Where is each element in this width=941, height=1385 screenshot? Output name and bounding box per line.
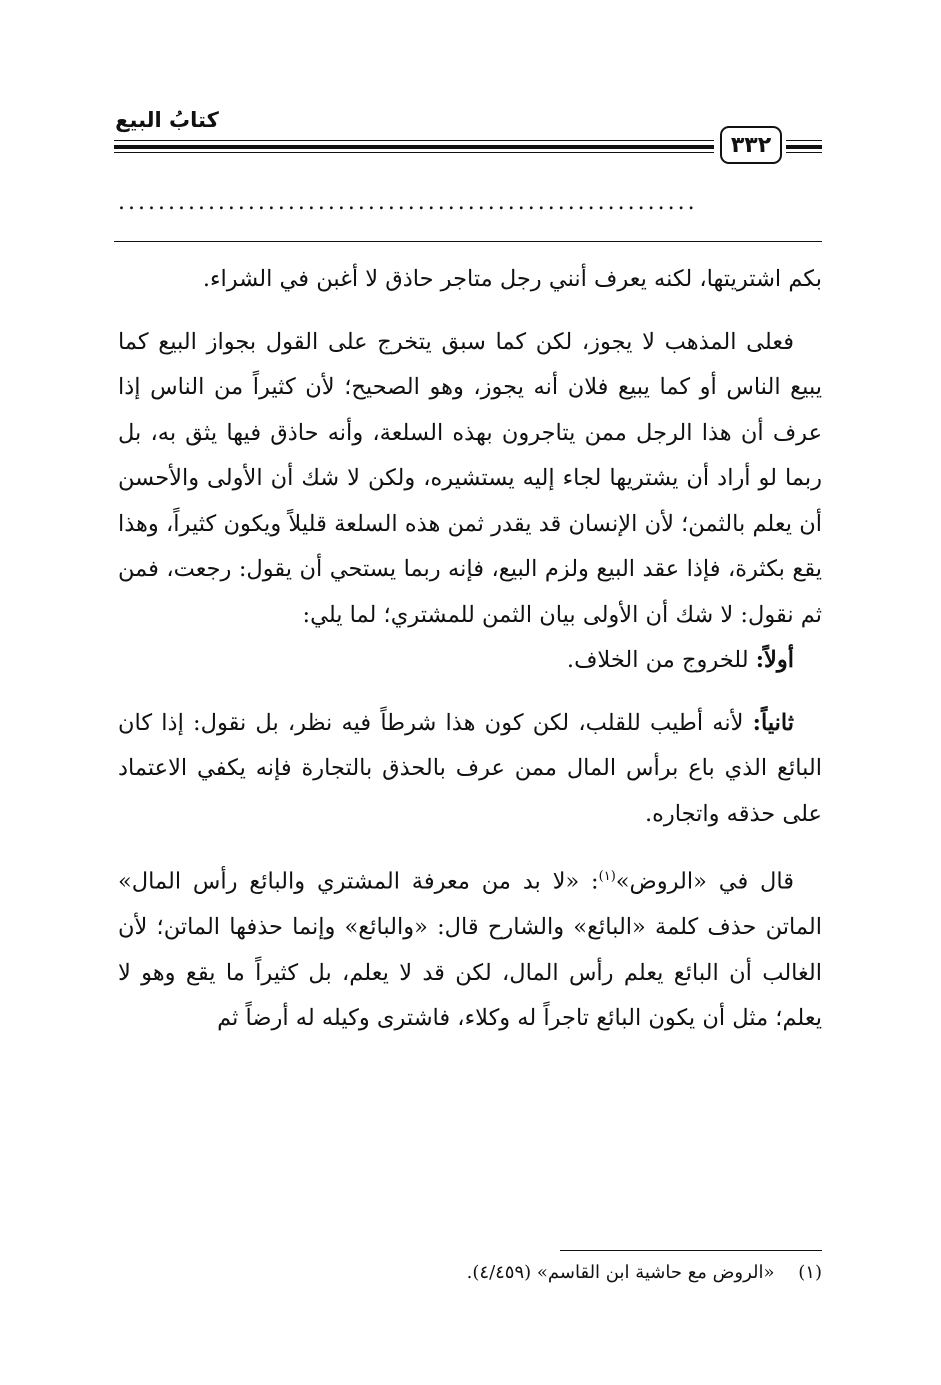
footnote-number: (١) (798, 1262, 822, 1283)
rawd-quote-text: : «لا بد من معرفة المشتري والبائع رأس المال» الماتن حذف كلمة «البائع» والشارح قال: «والبائع» وإنما حذفها الماتن؛ لأن الغالب أن البائع يعلم رأس المال، لكن قد لا يعلم، بل كثيراً ما يقع وهو لا يعلم؛ مثل أن يكون البائع تاجراً له وكلاء، فاشترى وكيله له أرضاً ثم (118, 868, 822, 1031)
header-rule-bottom (114, 152, 714, 153)
paragraph-second-reason (118, 701, 822, 838)
chapter-title: كتابُ البيع (115, 108, 219, 132)
footnote-text: «الروض مع حاشية ابن القاسم» (٤/٤٥٩). (466, 1262, 775, 1283)
second-reason-text: لأنه أطيب للقلب، لكن كون هذا شرطاً فيه نظر، بل نقول: إذا كان البائع الذي باع برأس المال ممن عرف بالحذق بالتجارة فإنه يكفي الاعتماد على حذقه واتجاره. (118, 709, 822, 827)
footnote (300, 1262, 822, 1283)
header-rule-right-top (786, 140, 822, 141)
header-rule-top (114, 140, 714, 141)
body-text (118, 257, 822, 1042)
footnote-marker[interactable]: (١) (598, 869, 616, 884)
paragraph-rawd-quote (118, 854, 822, 1042)
section-separator (114, 241, 822, 242)
header-rule-right-main (786, 145, 822, 149)
paragraph-continuation: بكم اشتريتها، لكنه يعرف أنني رجل متاجر حاذق لا أغبن في الشراء. (202, 266, 822, 292)
rawd-quote-intro: قال في «الروض» (615, 868, 794, 895)
page-number: ٣٣٢ (730, 132, 772, 158)
first-reason-text: للخروج من الخلاف. (566, 647, 756, 673)
footnote-separator (560, 1250, 822, 1251)
paragraph-first-reason (118, 638, 822, 684)
header-rule-right-bottom (786, 152, 822, 153)
page-number-badge (720, 126, 782, 164)
second-reason-label: ثانياً: (752, 709, 794, 736)
header-rule-main (114, 145, 714, 149)
paragraph-ruling: فعلى المذهب لا يجوز، لكن كما سبق يتخرج على القول بجواز البيع كما يبيع الناس أو كما يبيع فلان أنه يجوز، وهو الصحيح؛ لأن كثيراً من الناس إذا عرف أن هذا الرجل ممن يتاجرون بهذه السلعة، وأنه حاذق فيها يثق به، بل ربما لو أراد أن يشتريها لجاء إليه يستشيره، ولكن لا شك أن الأولى والأحسن أن يعلم بالثمن؛ لأن الإنسان قد يقدر ثمن هذه السلعة قليلاً ويكون كثيراً، وهذا يقع بكثرة، فإذا عقد البيع ولزم البيع، فإنه ربما يستحي أن يقول: رجعت، فمن ثم نقول: لا شك أن الأولى بيان الثمن للمشتري؛ لما يلي: (118, 328, 822, 628)
ellipsis-dots: .......................................................... (118, 190, 698, 215)
first-reason-label: أولاً: (755, 647, 794, 673)
